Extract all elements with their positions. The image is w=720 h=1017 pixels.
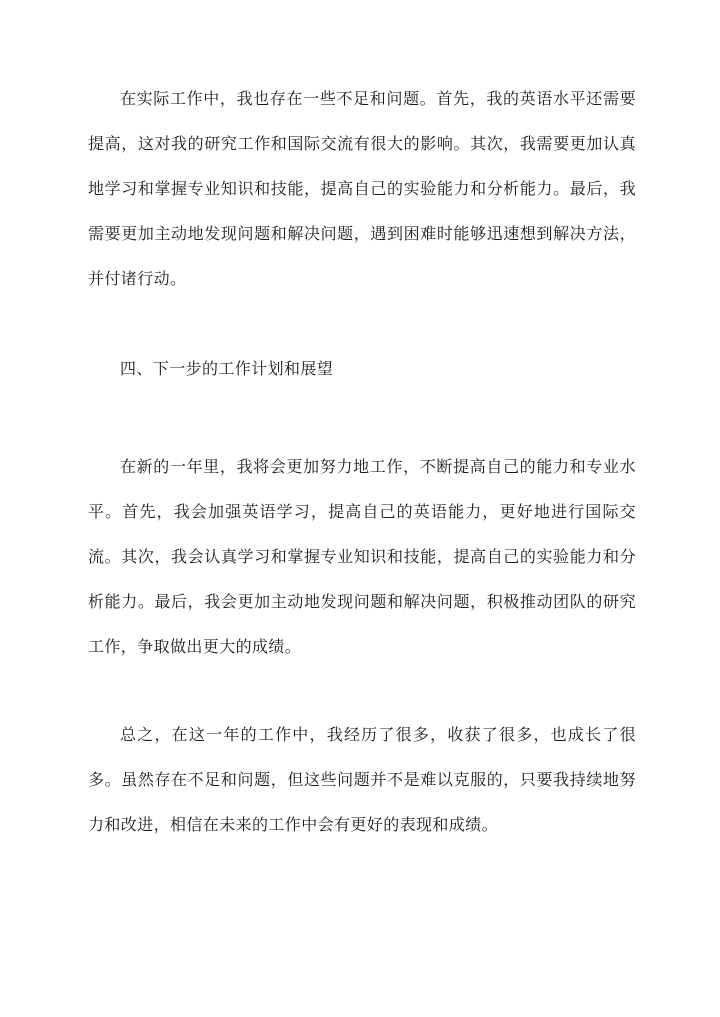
paragraph-work-plan: 在新的一年里，我将会更加努力地工作，不断提高自己的能力和专业水平。首先，我会加强英语学习，提高自己的英语能力，更好地进行国际交流。其次，我会认真学习和掌握专业知识和技能，提高自己的实验能力和分析能力。最后，我会更加主动地发现问题和解决问题，积极推动团队的研究工作，争取做出更大的成绩。 [88, 457, 636, 656]
paragraph-conclusion: 总之，在这一年的工作中，我经历了很多，收获了很多，也成长了很多。虽然存在不足和问题，但这些问题并不是难以克服的，只要我持续地努力和改进，相信在未来的工作中会有更好的表现和成绩。 [88, 725, 636, 834]
section-heading-next-steps: 四、下一步的工作计划和展望 [120, 359, 334, 378]
paragraph-shortcomings: 在实际工作中，我也存在一些不足和问题。首先，我的英语水平还需要提高，这对我的研究工作和国际交流有很大的影响。其次，我需要更加认真地学习和掌握专业知识和技能，提高自己的实验能力和分析能力。最后，我需要更加主动地发现问题和解决问题，遇到困难时能够迅速想到解决方法，并付诸行动。 [88, 89, 636, 288]
